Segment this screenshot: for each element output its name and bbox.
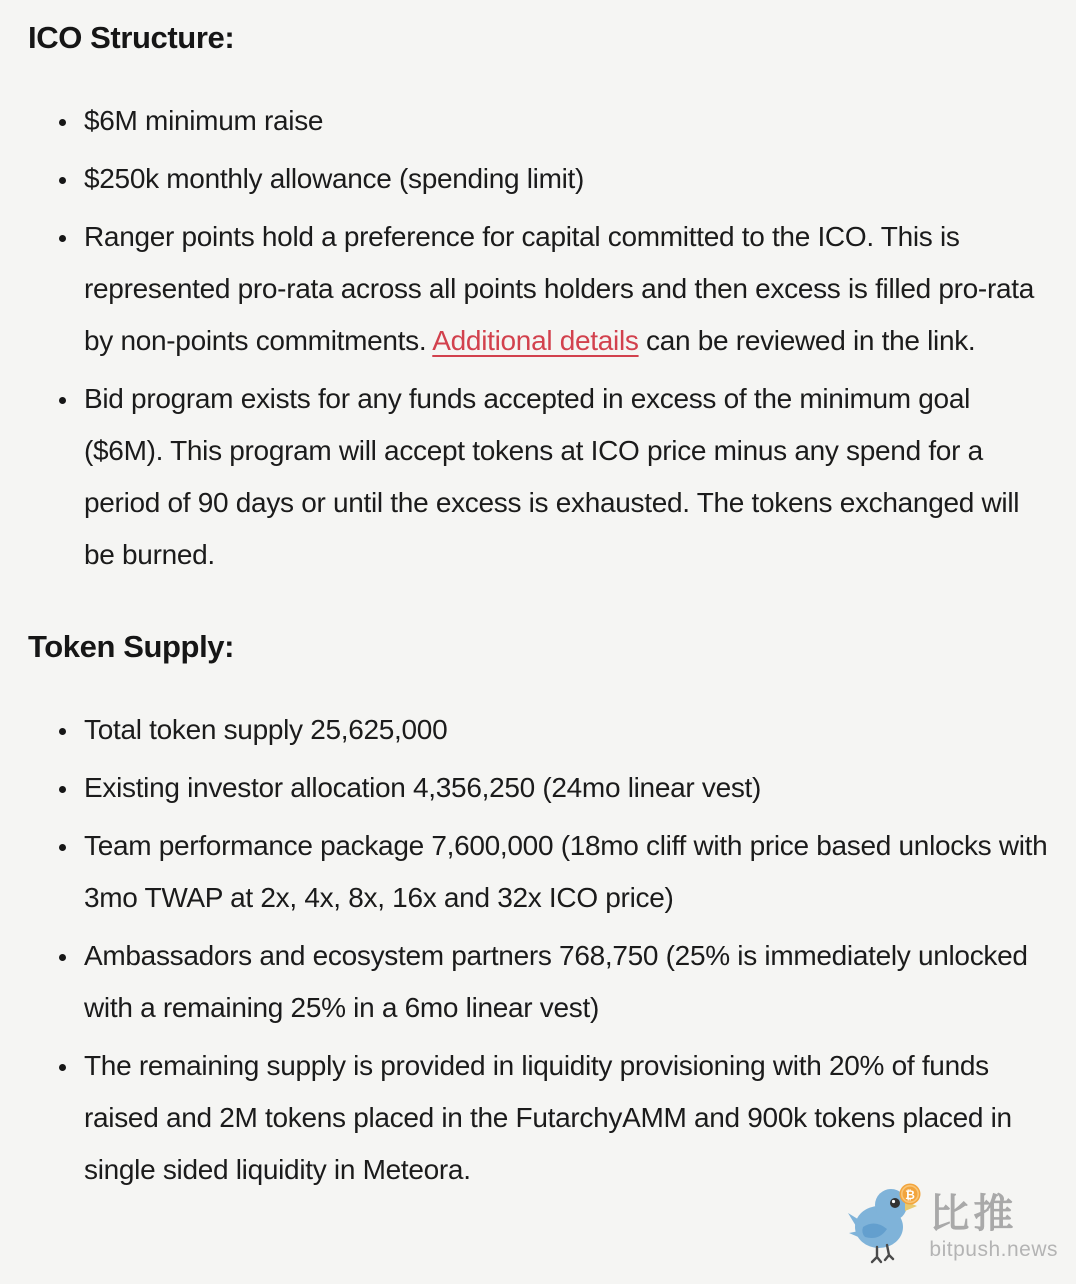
list-item — [80, 211, 1050, 367]
svg-text:₿: ₿ — [905, 1188, 916, 1202]
list-item-text: Ranger points hold a preference for capital committed to the ICO. This is represented pro-rata across all points holders and then excess is filled pro-rata by non-points commitments. — [84, 221, 1034, 356]
bitpush-bird-icon — [847, 1183, 921, 1270]
ico-structure-list — [28, 95, 1050, 581]
token-supply-list — [28, 704, 1050, 1196]
bitpush-brand-cn: 比推 — [929, 1191, 1018, 1236]
token-supply-heading: Token Supply: — [28, 629, 235, 664]
list-item-text: Bid program exists for any funds accepted in excess of the minimum goal ($6M). This program will accept tokens at ICO price minus any spend for a period of 90 days or until the excess is exhausted. The tokens exchanged will be burned. — [84, 383, 1020, 570]
token-supply-section — [28, 629, 1050, 1196]
list-item — [80, 820, 1050, 924]
ico-structure-section — [28, 20, 1050, 581]
list-item-text: Ambassadors and ecosystem partners 768,750 (25% is immediately unlocked with a remaining 25% in a 6mo linear vest) — [84, 940, 1028, 1023]
list-item-text: Total token supply 25,625,000 — [84, 714, 448, 745]
bitpush-watermark — [847, 1183, 1058, 1270]
list-item-text: can be reviewed in the link. — [638, 325, 976, 356]
list-item — [80, 95, 1050, 147]
bitpush-domain: bitpush.news — [929, 1237, 1058, 1261]
list-item — [80, 373, 1050, 581]
bitpush-brand-text — [929, 1191, 1058, 1261]
list-item-text: Existing investor allocation 4,356,250 (24mo linear vest) — [84, 772, 762, 803]
list-item — [80, 153, 1050, 205]
list-item-text: Team performance package 7,600,000 (18mo cliff with price based unlocks with 3mo TWAP at 2x, 4x, 8x, 16x and 32x ICO price) — [84, 830, 1048, 913]
list-item-text: The remaining supply is provided in liquidity provisioning with 20% of funds raised and 2M tokens placed in the FutarchyAMM and 900k tokens placed in single sided liquidity in Meteora. — [84, 1050, 1012, 1185]
list-item-text: $250k monthly allowance (spending limit) — [84, 163, 585, 194]
list-item — [80, 762, 1050, 814]
ico-structure-heading: ICO Structure: — [28, 20, 235, 55]
additional-details-link[interactable]: Additional details — [432, 325, 639, 356]
list-item — [80, 930, 1050, 1034]
list-item-text: $6M minimum raise — [84, 105, 324, 136]
list-item — [80, 704, 1050, 756]
list-item — [80, 1040, 1050, 1196]
